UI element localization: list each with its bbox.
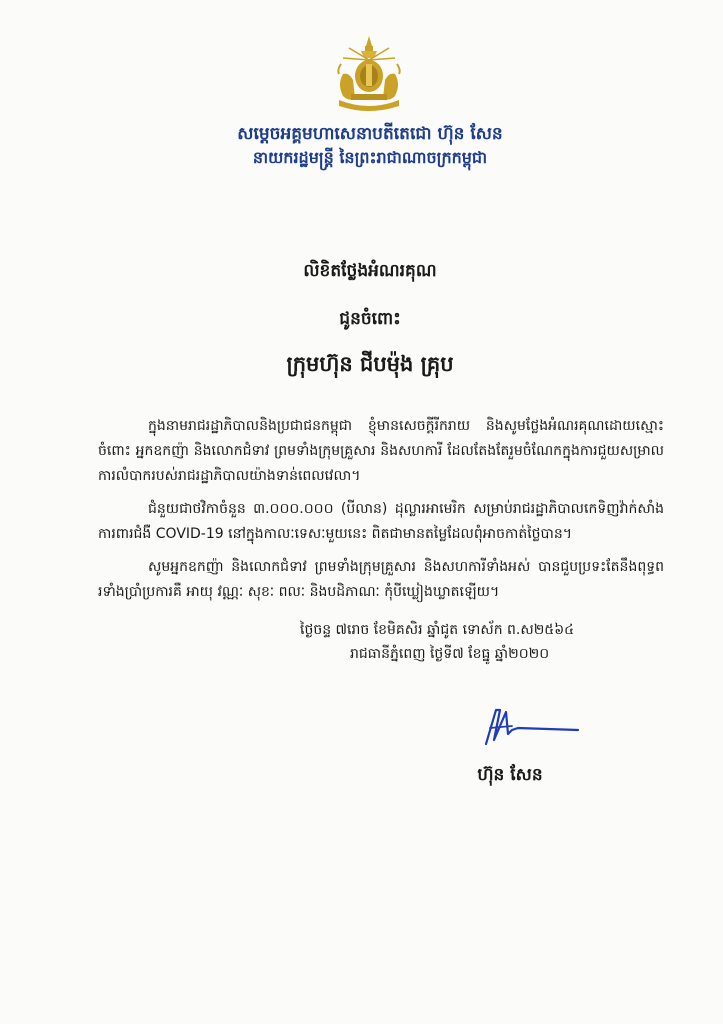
signer-name: ហ៊ុន សែន	[477, 765, 543, 785]
lunar-date: ថ្ងៃចន្ទ ៧រោច ខែមិគសិរ ឆ្នាំជូត ទោស័ក ព.ស២៥៦៤	[300, 622, 575, 638]
body-paragraph: ជំនួយជាថវិកាចំនួន ៣.០០០.០០០ (បីលាន) ដុល្លារអាមេរិក សម្រាប់រាជរដ្ឋាភិបាលកេទិញវ៉ាក់សាំងការពារជំងឺ COVID-19 នៅក្នុងកាលៈទេសៈមួយនេះ ពិតជាមានតម្លៃដែលពុំអាចកាត់ថ្លៃបាន។	[98, 501, 664, 542]
solar-date: រាជធានីភ្នំពេញ ថ្ងៃទី៧ ខែធ្នូ ឆ្នាំ២០២០	[350, 646, 550, 662]
body-paragraph: សូមអ្នកឧកញ៉ា និងលោកជំទាវ ព្រមទាំងក្រុមគ្រួសារ និងសហការីទាំងអស់ បានជួបប្រទះតែនឹងពុទ្ធពរទាំងប្រាំប្រការគឺ អាយុ វណ្ណៈ សុខៈ ពលៈ និងបដិភាណៈ កុំបីឃ្លៀងឃ្លាតឡើយ។	[98, 559, 664, 600]
prime-minister-title: នាយករដ្ឋមន្ត្រី នៃព្រះរាជាណាចក្រកម្ពុជា	[252, 148, 488, 167]
letterhead	[150, 122, 590, 170]
letter-body	[98, 414, 664, 613]
body-paragraph: ក្នុងនាមរាជរដ្ឋាភិបាលនិងប្រជាជនកម្ពុជា ខ្ញុំមានសេចក្តីរីករាយ និងសូមថ្លែងអំណរគុណដោយស្មោះចំពោះ អ្នកឧកញ៉ា និងលោកជំទាវ ព្រមទាំងក្រុមគ្រួសារ និងសហការី ដែលតែងតែរួមចំណែកក្នុងការជួយសម្រាលការលំបាករបស់រាជរដ្ឋាភិបាលយ៉ាងទាន់ពេលវេលា។	[98, 418, 664, 484]
date-block	[300, 618, 660, 666]
letter-title: លិខិតថ្លែងអំណរគុណ	[303, 261, 437, 281]
prime-minister-name: សម្តេចអគ្គមហាសេនាបតីតេជោ ហ៊ុន សែន	[237, 124, 503, 144]
royal-emblem-icon	[329, 34, 409, 114]
signature-icon	[478, 700, 598, 760]
addressed-to-label: ជូនចំពោះ	[339, 309, 401, 329]
recipient-name: ក្រុមហ៊ុន ជីបម៉ុង គ្រុប	[286, 352, 454, 376]
